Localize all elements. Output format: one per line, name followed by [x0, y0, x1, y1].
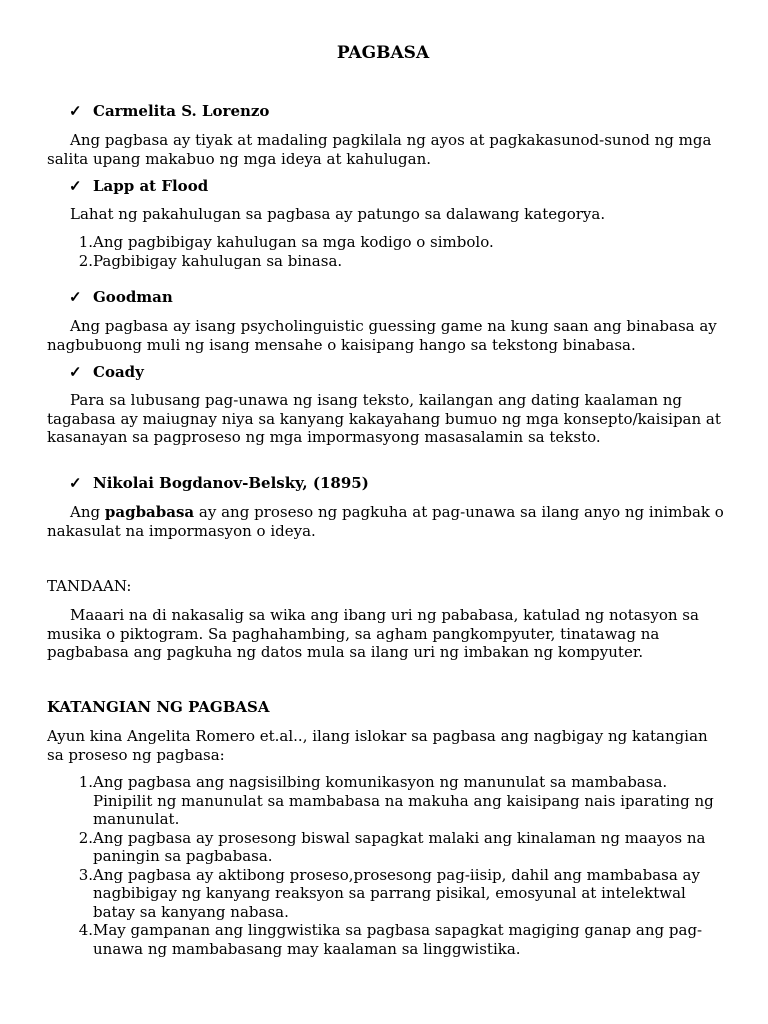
- author-name: Coady: [93, 363, 144, 381]
- check-icon: ✓: [69, 288, 82, 306]
- tandaan-label: TANDAAN:: [47, 577, 132, 595]
- paragraph-tandaan: Maaari na di nakasalig sa wika ang ibang uri ng pababasa, katulad ng notasyon sa musika o piktogram. Sa paghahambing, sa agham pangkompyuter, tinatawag na pagbabasa ang pagkuha ng datos mula sa ilang uri ng imbakan ng kompyuter.: [47, 606, 699, 661]
- numbered-list-lapp: [47, 233, 727, 270]
- author-heading-lapp: [69, 177, 749, 196]
- page-title: PAGBASA: [336, 43, 430, 63]
- author-name: Lapp at Flood: [93, 177, 209, 195]
- author-name: Goodman: [93, 288, 173, 306]
- author-name: Nikolai Bogdanov-Belsky, (1895): [93, 474, 369, 492]
- author-heading-coady: [69, 363, 749, 382]
- list-item: 1. Ang pagbibigay kahulugan sa mga kodigo o simbolo.: [47, 233, 727, 252]
- paragraph-katangian-intro: Ayun kina Angelita Romero et.al.., ilang islokar sa pagbasa ang nagbigay ng katangian sa proseso ng pagbasa:: [47, 727, 708, 764]
- paragraph-coady: Para sa lubusang pag-unawa ng isang teksto, kailangan ang dating kaalaman ng tagabasa ay maiugnay niya sa kanyang kakayahang bumuo ng mga konsepto/kaisipan at kasanayan sa pagproseso ng mga impormasyong masasalamin sa teksto.: [47, 391, 721, 446]
- list-item: 3. Ang pagbasa ay aktibong proseso,prosesong pag-iisip, dahil ang mambabasa ay nagbibigay ng kanyang reaksyon sa parrang pisikal, emosyunal at intelektwal batay sa kanyang nabasa.: [47, 866, 727, 922]
- list-item-text: Ang pagbasa ay aktibong proseso,prosesong pag-iisip, dahil ang mambabasa ay nagbibigay ng kanyang reaksyon sa parrang pisikal, emosyunal at intelektwal batay sa kanyang nabasa.: [93, 865, 700, 921]
- paragraph-lapp: Lahat ng pakahulugan sa pagbasa ay patungo sa dalawang kategorya.: [70, 205, 606, 223]
- numbered-list-katangian: [47, 773, 727, 958]
- list-item-text: Ang pagbasa ay prosesong biswal sapagkat malaki ang kinalaman ng maayos na paningin sa pagbabasa.: [93, 828, 706, 865]
- paragraph-bogdanov: Ang pagbabasa ay ang proseso ng pagkuha at pag-unawa sa ilang anyo ng inimbak o nakasulat na impormasyon o ideya.: [47, 503, 724, 540]
- author-heading-bogdanov: [69, 474, 749, 493]
- list-item: 1. Ang pagbasa ang nagsisilbing komunikasyon ng manunulat sa mambabasa. Pinipilit ng manunulat sa mambabasa na makuha ang kaisipang nais iparating ng manunulat.: [47, 773, 727, 829]
- paragraph-goodman: Ang pagbasa ay isang psycholinguistic guessing game na kung saan ang binabasa ay nagbubuong muli ng isang mensahe o kaisipang hango sa tekstong binabasa.: [47, 317, 717, 354]
- list-item-text: Ang pagbasa ang nagsisilbing komunikasyon ng manunulat sa mambabasa. Pinipilit ng manunulat sa mambabasa na makuha ang kaisipang nais iparating ng manunulat.: [93, 773, 714, 828]
- check-icon: ✓: [69, 177, 82, 195]
- check-icon: ✓: [69, 474, 82, 492]
- author-heading-lorenzo: [69, 102, 749, 121]
- author-name: Carmelita S. Lorenzo: [93, 102, 270, 120]
- paragraph-lorenzo: Ang pagbasa ay tiyak at madaling pagkilala ng ayos at pagkakasunod-sunod ng mga salita upang makabuo ng mga ideya at kahulugan.: [47, 131, 712, 168]
- list-item: 2. Ang pagbasa ay prosesong biswal sapagkat malaki ang kinalaman ng maayos na paningin sa pagbabasa.: [47, 829, 727, 866]
- section-heading-katangian: KATANGIAN NG PAGBASA: [47, 698, 270, 716]
- list-item-text: Pagbibigay kahulugan sa binasa.: [93, 251, 343, 270]
- check-icon: ✓: [69, 363, 82, 381]
- list-item: 4. May gampanan ang linggwistika sa pagbasa sapagkat magiging ganap ang pag-unawa ng mambabasang may kaalaman sa linggwistika.: [47, 921, 727, 958]
- list-item-text: Ang pagbibigay kahulugan sa mga kodigo o simbolo.: [93, 233, 494, 251]
- list-item: 2. Pagbibigay kahulugan sa binasa.: [47, 252, 727, 271]
- list-item-text: May gampanan ang linggwistika sa pagbasa sapagkat magiging ganap ang pag-unawa ng mambabasang may kaalaman sa linggwistika.: [93, 921, 703, 958]
- bold-term: pagbabasa: [104, 503, 195, 521]
- check-icon: ✓: [69, 102, 82, 120]
- author-heading-goodman: [69, 288, 749, 307]
